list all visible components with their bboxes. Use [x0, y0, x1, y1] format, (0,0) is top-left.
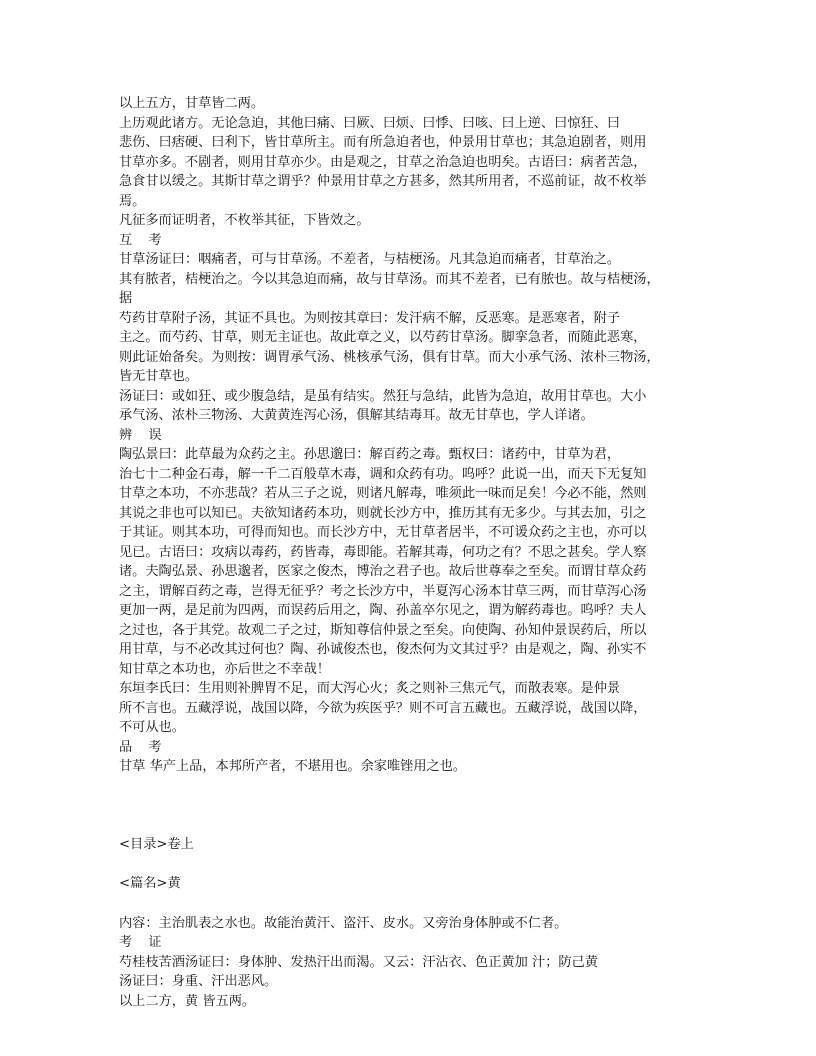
- text-line: 用甘草，与不必改其过何也？陶、孙诚俊杰也，俊杰何为文其过乎？由是观之，陶、孙实不: [119, 642, 647, 657]
- text-line: 之主，谓解百药之毒，岂得无征乎？考之长沙方中，半夏泻心汤本甘草三两，而甘草泻心汤: [119, 583, 647, 599]
- text-line: 甘草 华产上品，本邦所产者，不堪用也。余家唯锉用之也。: [119, 759, 467, 774]
- document-page: [119, 94, 709, 1011]
- text-line: 知甘草之本功也，亦后世之不幸哉！: [119, 661, 330, 677]
- section-heading-pinkao: 品 考: [119, 739, 168, 755]
- text-line: 之过也，各于其党。故观二子之过，斯知尊信仲景之至矣。向使陶、孙知仲景误药后，所以: [119, 622, 647, 638]
- chapter-title: <篇名>黄: [119, 876, 181, 891]
- text-line: 据: [119, 291, 133, 306]
- toc-label: <目录>卷上: [119, 836, 194, 852]
- spacer: [119, 777, 709, 835]
- text-line: 承气汤、浓朴三物汤、大黄黄连泻心汤，俱解其结毒耳。故无甘草也，学人详诸。: [119, 408, 594, 423]
- text-line: 汤证曰：身重、汗出恶风。: [119, 974, 278, 989]
- text-line: 急食甘以缓之。其斯甘草之谓乎？仲景用甘草之方甚多，然其所用者，不巡前证，故不枚举: [119, 174, 647, 189]
- section-heading-kaozheng: 考 证: [119, 935, 168, 950]
- text-line: 所不言也。五藏浮说，战国以降，今欲为疾医乎？则不可言五藏也。五藏浮说，战国以降，: [119, 700, 647, 716]
- paragraph-huokao: [119, 250, 709, 426]
- spacer: [119, 854, 709, 874]
- text-line: 悲伤、曰痞硬、曰利下，皆甘草所主。而有所急迫者也，仲景用甘草也；其急迫剧者，则用: [119, 135, 647, 150]
- text-line: 皆无甘草也。: [119, 369, 199, 384]
- text-line: 诸。夫陶弘景、孙思邈者，医家之俊杰，博治之君子也。故后世尊奉之至矣。而谓甘草众药: [119, 564, 647, 579]
- text-line: 治七十二种金石毒，解一千二百般草木毒，调和众药有功。呜呼？此说一出，而天下无复知: [119, 466, 647, 482]
- paragraph-gancao-summary: [119, 94, 709, 231]
- paragraph-content: [119, 914, 709, 934]
- text-line: 不可从也。: [119, 720, 185, 735]
- text-line: 焉。: [119, 193, 146, 209]
- text-line: 凡征多而证明者，不枚举其征，下皆效之。: [119, 213, 370, 228]
- text-line: 主之。而芍药、甘草，则无主证也。故此章之义，以芍药甘草汤。脚挛急者，而随此恶寒，: [119, 330, 647, 345]
- text-line: 内容：主治肌表之水也。故能治黄汗、盗汗、皮水。又旁治身体肿或不仁者。: [119, 915, 568, 931]
- text-line: 东垣李氏曰：生用则补脾胃不足，而大泻心火；炙之则补三焦元气，而散表寒。是仲景: [119, 681, 621, 696]
- paragraph-pinkao: [119, 757, 709, 777]
- section-heading-huokao: 互 考: [119, 232, 168, 248]
- text-line: 甘草汤证曰：咽痛者，可与甘草汤。不差者，与桔梗汤。凡其急迫而痛者，甘草治之。: [119, 252, 621, 267]
- paragraph-kaozheng: [119, 953, 709, 1012]
- text-line: 其有脓者，桔梗治之。今以其急迫而痛，故与甘草汤。而其不差者，已有脓也。故与桔梗汤，: [119, 271, 660, 287]
- text-line: 甘草之本功，不亦悲哉？若从三子之说，则诸凡解毒，唯须此一味而足矣！今必不能，然则: [119, 486, 647, 501]
- text-line: 甘草亦多。不剧者，则用甘草亦少。由是观之，甘草之治急迫也明矣。古语曰：病者苦急，: [119, 154, 647, 170]
- section-heading-bianwu: 辨 误: [119, 427, 168, 443]
- text-line: 陶弘景曰：此草最为众药之主。孙思邈曰：解百药之毒。甄权曰：诸药中，甘草为君，: [119, 447, 621, 462]
- text-line: 汤证曰：或如狂、或少腹急结，是虽有结实。然狂与急结，此皆为急迫，故用甘草也。大小: [119, 388, 647, 404]
- spacer: [119, 894, 709, 914]
- text-line: 其说之非也可以知已。夫欲知诸药本功，则就长沙方中，推历其有无多少。与其去加，引之: [119, 505, 647, 521]
- text-line: 更加一两，是足前为四两，而误药后用之，陶、孙盖卒尔见之，谓为解药毒也。呜呼？夫人: [119, 603, 647, 618]
- text-line: 见已。古语曰：攻病以毒药，药皆毒，毒即能。若解其毒，何功之有？不思之甚矣。学人察: [119, 544, 647, 560]
- text-line: 以上二方，黄 皆五两。: [119, 993, 256, 1009]
- paragraph-bianwu: [119, 445, 709, 738]
- text-line: 上历观此诸方。无论急迫，其他曰痛、曰厥、曰烦、曰悸、曰咳、曰上逆、曰惊狂、曰: [119, 115, 621, 131]
- text-line: 以上五方，甘草皆二两。: [119, 96, 265, 111]
- text-line: 芍桂枝苦酒汤证曰：身体肿、发热汗出而渴。又云：汗沾衣、色正黄加 汁；防己黄: [119, 954, 598, 970]
- text-line: 于其证。则其本功，可得而知也。而长沙方中，无甘草者居半，不可谖众药之主也，亦可以: [119, 525, 647, 540]
- text-line: 则此证始备矣。为则按：调胃承气汤、桃核承气汤，俱有甘草。而大小承气汤、浓朴三物汤，: [119, 349, 660, 365]
- text-line: 芍药甘草附子汤，其证不具也。为则按其章曰：发汗病不解，反恶寒。是恶寒者，附子: [119, 310, 621, 326]
